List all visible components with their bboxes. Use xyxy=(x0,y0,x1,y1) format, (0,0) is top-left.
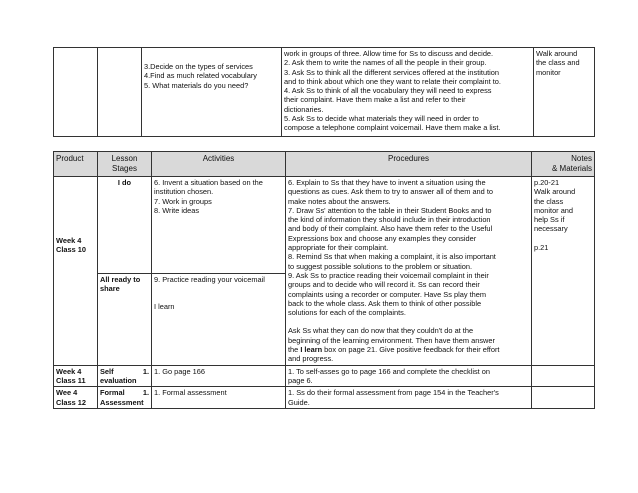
table-row xyxy=(54,387,595,409)
procedures-cell: 1. To self-asses go to page 166 and complete the checklist on page 6. xyxy=(286,365,532,387)
procedure-line: 4. Ask Ss to think of all the vocabulary they will need to express xyxy=(284,86,492,96)
procedure-line: 2. Ask them to write the names of all the people in their group. xyxy=(284,58,487,68)
procedures-cell xyxy=(282,48,534,137)
continuation-table xyxy=(53,47,595,137)
product-cell xyxy=(54,48,98,137)
stage-cell: Self 1. evaluation xyxy=(98,365,152,387)
notes-cell xyxy=(532,387,595,409)
stage-cell xyxy=(98,48,142,137)
table-row xyxy=(54,177,595,274)
procedure-line: their complaint. Have them make a list and refer to their xyxy=(284,95,466,105)
procedure-line: 5. Ask Ss to decide what materials they will need in order to xyxy=(284,114,479,124)
activity-line: 3.Decide on the types of services xyxy=(144,62,253,71)
i-learn-emphasis: I learn xyxy=(300,345,323,355)
notes-cell xyxy=(532,365,595,387)
product-cell: Week 4 Class 10 xyxy=(54,177,98,366)
stage-cell: All ready to share xyxy=(98,274,152,366)
activity-line: 4.Find as much related vocabulary xyxy=(144,71,257,81)
notes-line: monitor xyxy=(536,67,561,77)
product-cell: Week 4 Class 11 xyxy=(54,365,98,387)
header-notes: Notes & Materials xyxy=(532,152,595,177)
table-row xyxy=(54,365,595,387)
header-row xyxy=(54,152,595,177)
procedures-cell: 6. Explain to Ss that they have to invent a situation using the questions as cues. Ask them to try to answer all of them and to make notes about the answers. 7. Draw Ss' attention to the table in their Student Books and to the kind of information they should include in their introduction and body of their complaint. Also have them refer to the Useful Expressions box and choose any examples they consider appropriate for their complaint. 8. Remind Ss that when making a complaint, it is also important to suggest possible solutions to the problem or situation. 9. Ask Ss to practice reading their voicemail complaint in their groups and to decide who will record it. Ss can record their complaints using a recorder or computer. Have Ss play them back to the whole class. Ask them to think of other possible solutions for each of the complaints. Ask Ss what they can do now that they couldn't do at the beginning of the learning environment. Then have them answer the I learn box on page 21. Give positive feedback for their effort and progress. xyxy=(286,177,532,366)
activities-cell: 1. Formal assessment xyxy=(152,387,286,409)
notes-cell: p.20-21 Walk around the class monitor and help Ss if necessary p.21 xyxy=(532,177,595,366)
activities-cell: 1. Go page 166 xyxy=(152,365,286,387)
procedure-line: dictionaries. xyxy=(284,104,324,114)
table-row xyxy=(54,48,595,137)
header-activities: Activities xyxy=(152,152,286,177)
procedure-line: 3. Ask Ss to think all the different services offered at the institution xyxy=(284,67,499,77)
procedure-line: compose a telephone complaint voicemail. Have them make a list. xyxy=(284,123,501,133)
activities-cell: 9. Practice reading your voicemail I learn xyxy=(152,274,286,366)
notes-line: the class and xyxy=(536,58,580,68)
lesson-plan-table xyxy=(53,151,595,409)
activities-cell xyxy=(142,48,282,137)
header-procedures: Procedures xyxy=(286,152,532,177)
activity-line: 5. What materials do you need? xyxy=(144,80,249,90)
product-cell: Wee 4 Class 12 xyxy=(54,387,98,409)
notes-line: Walk around xyxy=(536,49,578,58)
procedure-line: and to think about which one they want to relate their complaint to. xyxy=(284,76,501,86)
header-lesson-stages: Lesson Stages xyxy=(98,152,152,177)
activities-cell: 6. Invent a situation based on the institution chosen. 7. Work in groups 8. Write ideas xyxy=(152,177,286,274)
procedures-cell: 1. Ss do their formal assessment from page 154 in the Teacher's Guide. xyxy=(286,387,532,409)
notes-cell xyxy=(534,48,595,137)
procedure-line: work in groups of three. Allow time for Ss to discuss and decide. xyxy=(284,49,494,58)
stage-cell: Formal 1. Assessment xyxy=(98,387,152,409)
stage-cell: I do xyxy=(98,177,152,274)
header-product: Product xyxy=(54,152,98,177)
